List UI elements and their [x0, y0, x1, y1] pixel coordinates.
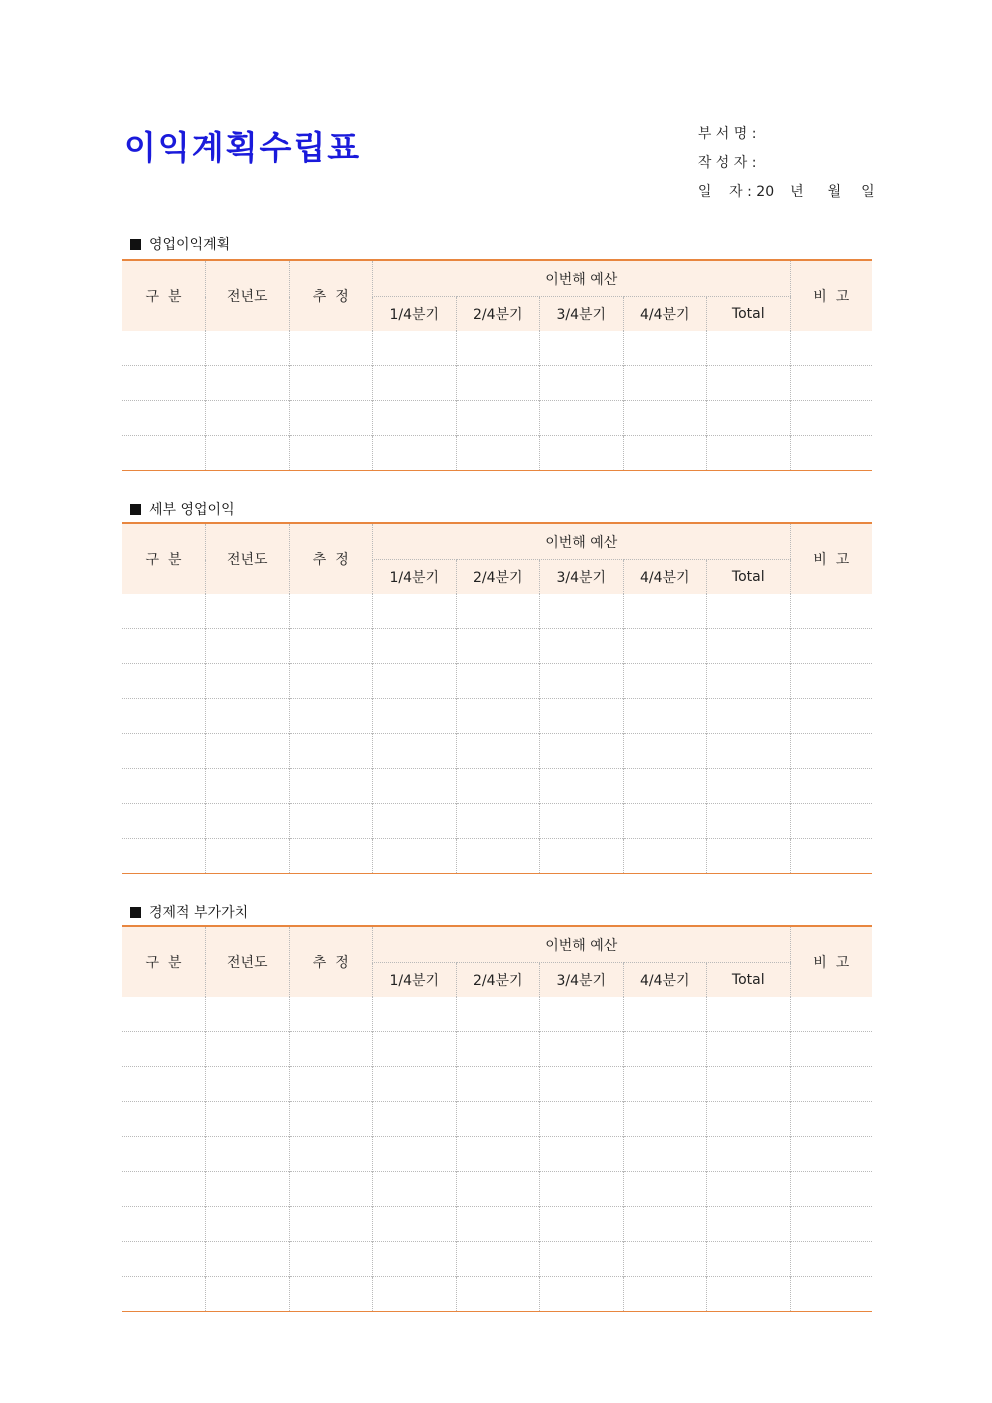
table-row — [122, 1067, 872, 1102]
section-title-text: 세부 영업이익 — [149, 502, 235, 518]
header-quarter: 1/4분기 — [373, 560, 457, 595]
table-cell[interactable] — [206, 1137, 290, 1172]
header-quarter: Total — [707, 963, 791, 998]
table-cell[interactable] — [206, 769, 290, 804]
table-cell[interactable] — [289, 331, 373, 366]
table-cell[interactable] — [373, 997, 457, 1032]
date-month-unit: 월 — [827, 184, 842, 200]
table-cell[interactable] — [289, 1102, 373, 1137]
table-cell[interactable] — [707, 594, 791, 629]
table-cell[interactable] — [456, 629, 540, 664]
table-cell[interactable] — [623, 401, 707, 436]
plan-table — [122, 522, 872, 874]
table-cell[interactable] — [540, 699, 624, 734]
table-cell[interactable] — [289, 804, 373, 839]
table-row — [122, 1137, 872, 1172]
table-cell[interactable] — [206, 401, 290, 436]
table-cell[interactable] — [623, 769, 707, 804]
plan-table — [122, 925, 872, 1312]
table-cell[interactable] — [707, 1067, 791, 1102]
table-cell[interactable] — [289, 366, 373, 401]
table-cell[interactable] — [623, 366, 707, 401]
table-cell[interactable] — [456, 366, 540, 401]
table-cell[interactable] — [289, 734, 373, 769]
table-row — [122, 1277, 872, 1312]
table-row — [122, 1102, 872, 1137]
table-cell[interactable] — [540, 1067, 624, 1102]
table-cell[interactable] — [623, 1277, 707, 1312]
table-cell[interactable] — [289, 629, 373, 664]
table-cell[interactable] — [790, 839, 872, 874]
header-quarter: 4/4분기 — [623, 297, 707, 332]
table-cell[interactable] — [540, 331, 624, 366]
table-cell[interactable] — [289, 839, 373, 874]
table-cell[interactable] — [289, 699, 373, 734]
table-row — [122, 366, 872, 401]
table-cell[interactable] — [373, 401, 457, 436]
table-cell[interactable] — [540, 594, 624, 629]
table-cell[interactable] — [623, 436, 707, 471]
table-cell[interactable] — [373, 1067, 457, 1102]
header-prev-year: 전년도 — [206, 523, 290, 594]
table-cell[interactable] — [707, 1102, 791, 1137]
table-cell[interactable] — [456, 664, 540, 699]
table-cell[interactable] — [122, 769, 206, 804]
table-cell[interactable] — [790, 804, 872, 839]
table-cell[interactable] — [289, 664, 373, 699]
table-cell[interactable] — [122, 436, 206, 471]
author-label: 작 성 자 : — [697, 155, 757, 171]
table-row — [122, 1032, 872, 1067]
table-cell[interactable] — [373, 594, 457, 629]
table-cell[interactable] — [373, 699, 457, 734]
plan-table — [122, 259, 872, 471]
date-label: 일 자 : — [697, 184, 757, 200]
table-cell[interactable] — [707, 436, 791, 471]
header-prev-year: 전년도 — [206, 260, 290, 331]
table-row — [122, 734, 872, 769]
table-cell[interactable] — [373, 629, 457, 664]
table-cell[interactable] — [289, 1242, 373, 1277]
table-cell[interactable] — [122, 997, 206, 1032]
table-cell[interactable] — [373, 1242, 457, 1277]
table-cell[interactable] — [373, 664, 457, 699]
table-cell[interactable] — [707, 1207, 791, 1242]
table-cell[interactable] — [373, 331, 457, 366]
table-cell[interactable] — [456, 769, 540, 804]
table-cell[interactable] — [122, 664, 206, 699]
table-row — [122, 804, 872, 839]
table-cell[interactable] — [623, 804, 707, 839]
table-cell[interactable] — [790, 997, 872, 1032]
table-cell[interactable] — [373, 1172, 457, 1207]
table-cell[interactable] — [373, 839, 457, 874]
header-quarter: 3/4분기 — [540, 297, 624, 332]
table-cell[interactable] — [790, 1102, 872, 1137]
table-cell[interactable] — [623, 594, 707, 629]
table-cell[interactable] — [540, 839, 624, 874]
table-cell[interactable] — [373, 1032, 457, 1067]
table-cell[interactable] — [790, 331, 872, 366]
table-cell[interactable] — [206, 1172, 290, 1207]
table-cell[interactable] — [790, 629, 872, 664]
table-cell[interactable] — [623, 331, 707, 366]
table-cell[interactable] — [623, 1067, 707, 1102]
table-row — [122, 401, 872, 436]
table-cell[interactable] — [122, 1067, 206, 1102]
table-cell[interactable] — [206, 1242, 290, 1277]
table-cell[interactable] — [373, 436, 457, 471]
table-cell[interactable] — [373, 734, 457, 769]
table-cell[interactable] — [707, 839, 791, 874]
table-cell[interactable] — [790, 1067, 872, 1102]
date-day-unit: 일 — [861, 184, 875, 200]
table-cell[interactable] — [707, 1242, 791, 1277]
table-cell[interactable] — [122, 804, 206, 839]
table-cell[interactable] — [206, 629, 290, 664]
table-cell[interactable] — [790, 594, 872, 629]
table-cell[interactable] — [540, 401, 624, 436]
section-title — [130, 902, 248, 922]
header-quarter: 4/4분기 — [623, 560, 707, 595]
table-cell[interactable] — [206, 1067, 290, 1102]
date-year: 20 — [756, 184, 775, 200]
table-cell[interactable] — [707, 629, 791, 664]
table-cell[interactable] — [122, 401, 206, 436]
table-cell[interactable] — [206, 1102, 290, 1137]
table-cell[interactable] — [456, 997, 540, 1032]
table-cell[interactable] — [122, 629, 206, 664]
table-cell[interactable] — [790, 436, 872, 471]
table-cell[interactable] — [540, 769, 624, 804]
table-cell[interactable] — [122, 1242, 206, 1277]
table-cell[interactable] — [289, 1067, 373, 1102]
table-cell[interactable] — [456, 594, 540, 629]
table-cell[interactable] — [206, 804, 290, 839]
table-cell[interactable] — [540, 366, 624, 401]
table-cell[interactable] — [373, 1137, 457, 1172]
table-cell[interactable] — [373, 366, 457, 401]
square-bullet-icon — [130, 239, 141, 250]
table-cell[interactable] — [707, 331, 791, 366]
square-bullet-icon — [130, 907, 141, 918]
table-cell[interactable] — [206, 734, 290, 769]
header-quarter: Total — [707, 297, 791, 332]
header-quarter: 1/4분기 — [373, 963, 457, 998]
table-cell[interactable] — [456, 804, 540, 839]
table-cell[interactable] — [540, 804, 624, 839]
table-cell[interactable] — [289, 594, 373, 629]
table-row — [122, 664, 872, 699]
table-cell[interactable] — [707, 664, 791, 699]
table-cell[interactable] — [623, 699, 707, 734]
table-cell[interactable] — [373, 1102, 457, 1137]
table-cell[interactable] — [122, 839, 206, 874]
header-quarter: 2/4분기 — [456, 297, 540, 332]
table-cell[interactable] — [122, 1102, 206, 1137]
table-cell[interactable] — [289, 997, 373, 1032]
table-cell[interactable] — [707, 401, 791, 436]
table-cell[interactable] — [623, 997, 707, 1032]
table-cell[interactable] — [790, 1207, 872, 1242]
table-cell[interactable] — [289, 1137, 373, 1172]
table-cell[interactable] — [707, 366, 791, 401]
header-quarter: 2/4분기 — [456, 560, 540, 595]
header-category: 구 분 — [122, 260, 206, 331]
header-remarks: 비 고 — [790, 260, 872, 331]
table-cell[interactable] — [707, 1172, 791, 1207]
table-cell[interactable] — [540, 1207, 624, 1242]
square-bullet-icon — [130, 504, 141, 515]
table-cell[interactable] — [456, 1207, 540, 1242]
table-cell[interactable] — [122, 1207, 206, 1242]
table-row — [122, 1172, 872, 1207]
section-title-text: 경제적 부가가치 — [149, 905, 249, 921]
table-cell[interactable] — [373, 804, 457, 839]
table-row — [122, 1242, 872, 1277]
table-cell[interactable] — [790, 1032, 872, 1067]
header-quarter: 3/4분기 — [540, 560, 624, 595]
header-quarter: Total — [707, 560, 791, 595]
table-cell[interactable] — [122, 1172, 206, 1207]
table-cell[interactable] — [790, 1137, 872, 1172]
table-row — [122, 839, 872, 874]
table-cell[interactable] — [707, 699, 791, 734]
table-cell[interactable] — [623, 664, 707, 699]
table-cell[interactable] — [623, 1032, 707, 1067]
document-meta — [680, 104, 875, 200]
table-cell[interactable] — [289, 1277, 373, 1312]
table-cell[interactable] — [289, 1172, 373, 1207]
table-row — [122, 699, 872, 734]
table-cell[interactable] — [122, 1137, 206, 1172]
table-cell[interactable] — [623, 1172, 707, 1207]
header-budget-group: 이번해 예산 — [373, 260, 791, 297]
table-cell[interactable] — [790, 769, 872, 804]
table-cell[interactable] — [289, 1032, 373, 1067]
table-cell[interactable] — [456, 401, 540, 436]
table-cell[interactable] — [289, 436, 373, 471]
table-cell[interactable] — [540, 1102, 624, 1137]
table-cell[interactable] — [122, 699, 206, 734]
table-cell[interactable] — [289, 1207, 373, 1242]
department-label: 부 서 명 : — [697, 126, 757, 142]
table-cell[interactable] — [206, 366, 290, 401]
table-row — [122, 769, 872, 804]
table-cell[interactable] — [206, 1032, 290, 1067]
table-cell[interactable] — [707, 804, 791, 839]
table-cell[interactable] — [707, 1137, 791, 1172]
table-cell[interactable] — [206, 1207, 290, 1242]
header-quarter: 2/4분기 — [456, 963, 540, 998]
table-cell[interactable] — [540, 664, 624, 699]
table-cell[interactable] — [707, 734, 791, 769]
table-cell[interactable] — [456, 1172, 540, 1207]
table-cell[interactable] — [540, 1172, 624, 1207]
table-cell[interactable] — [373, 769, 457, 804]
table-cell[interactable] — [790, 734, 872, 769]
table-cell[interactable] — [456, 1242, 540, 1277]
table-cell[interactable] — [707, 1277, 791, 1312]
table-cell[interactable] — [122, 366, 206, 401]
header-estimate: 추 정 — [289, 926, 373, 997]
table-cell[interactable] — [206, 331, 290, 366]
table-cell[interactable] — [790, 699, 872, 734]
table-cell[interactable] — [206, 664, 290, 699]
table-row — [122, 436, 872, 471]
table-cell[interactable] — [540, 734, 624, 769]
date-year-unit: 년 — [790, 184, 804, 200]
table-cell[interactable] — [206, 699, 290, 734]
table-cell[interactable] — [623, 629, 707, 664]
table-row — [122, 1207, 872, 1242]
table-cell[interactable] — [206, 1277, 290, 1312]
header-budget-group: 이번해 예산 — [373, 523, 791, 560]
header-quarter: 1/4분기 — [373, 297, 457, 332]
table-cell[interactable] — [540, 629, 624, 664]
table-cell[interactable] — [456, 734, 540, 769]
table-cell[interactable] — [623, 1137, 707, 1172]
table-cell[interactable] — [456, 1137, 540, 1172]
table-cell[interactable] — [456, 1102, 540, 1137]
table-cell[interactable] — [540, 1277, 624, 1312]
table-cell[interactable] — [373, 1207, 457, 1242]
table-cell[interactable] — [623, 839, 707, 874]
table-cell[interactable] — [206, 594, 290, 629]
document-title: 이익계획수립표 — [124, 128, 362, 167]
table-row — [122, 997, 872, 1032]
header-estimate: 추 정 — [289, 260, 373, 331]
table-cell[interactable] — [456, 331, 540, 366]
table-cell[interactable] — [623, 1207, 707, 1242]
table-cell[interactable] — [707, 1032, 791, 1067]
table-cell[interactable] — [540, 436, 624, 471]
table-cell[interactable] — [122, 331, 206, 366]
header-prev-year: 전년도 — [206, 926, 290, 997]
table-cell[interactable] — [540, 1137, 624, 1172]
table-cell[interactable] — [790, 401, 872, 436]
table-cell[interactable] — [456, 1277, 540, 1312]
table-cell[interactable] — [373, 1277, 457, 1312]
table-cell[interactable] — [122, 1277, 206, 1312]
table-cell[interactable] — [707, 769, 791, 804]
table-cell[interactable] — [790, 1277, 872, 1312]
table-row — [122, 594, 872, 629]
table-cell[interactable] — [456, 1032, 540, 1067]
header-estimate: 추 정 — [289, 523, 373, 594]
table-cell[interactable] — [540, 1242, 624, 1277]
header-category: 구 분 — [122, 926, 206, 997]
table-cell[interactable] — [206, 839, 290, 874]
department-field[interactable] — [680, 104, 875, 142]
table-cell[interactable] — [456, 436, 540, 471]
table-cell[interactable] — [790, 366, 872, 401]
table-cell[interactable] — [790, 1242, 872, 1277]
table-cell[interactable] — [540, 997, 624, 1032]
section-title-text: 영업이익계획 — [149, 237, 231, 253]
section-title — [130, 234, 230, 254]
table-cell[interactable] — [790, 664, 872, 699]
table-cell[interactable] — [623, 1102, 707, 1137]
table-cell[interactable] — [540, 1032, 624, 1067]
header-remarks: 비 고 — [790, 926, 872, 997]
table-row — [122, 629, 872, 664]
table-cell[interactable] — [707, 997, 791, 1032]
table-cell[interactable] — [289, 401, 373, 436]
table-cell[interactable] — [623, 1242, 707, 1277]
table-cell[interactable] — [456, 839, 540, 874]
section-title — [130, 499, 235, 519]
header-quarter: 4/4분기 — [623, 963, 707, 998]
table-cell[interactable] — [122, 734, 206, 769]
header-budget-group: 이번해 예산 — [373, 926, 791, 963]
table-cell[interactable] — [790, 1172, 872, 1207]
header-remarks: 비 고 — [790, 523, 872, 594]
table-cell[interactable] — [623, 734, 707, 769]
table-row — [122, 331, 872, 366]
table-cell[interactable] — [206, 436, 290, 471]
header-category: 구 분 — [122, 523, 206, 594]
table-cell[interactable] — [456, 1067, 540, 1102]
table-cell[interactable] — [289, 769, 373, 804]
table-cell[interactable] — [122, 594, 206, 629]
table-cell[interactable] — [456, 699, 540, 734]
header-quarter: 3/4분기 — [540, 963, 624, 998]
table-cell[interactable] — [206, 997, 290, 1032]
table-cell[interactable] — [122, 1032, 206, 1067]
